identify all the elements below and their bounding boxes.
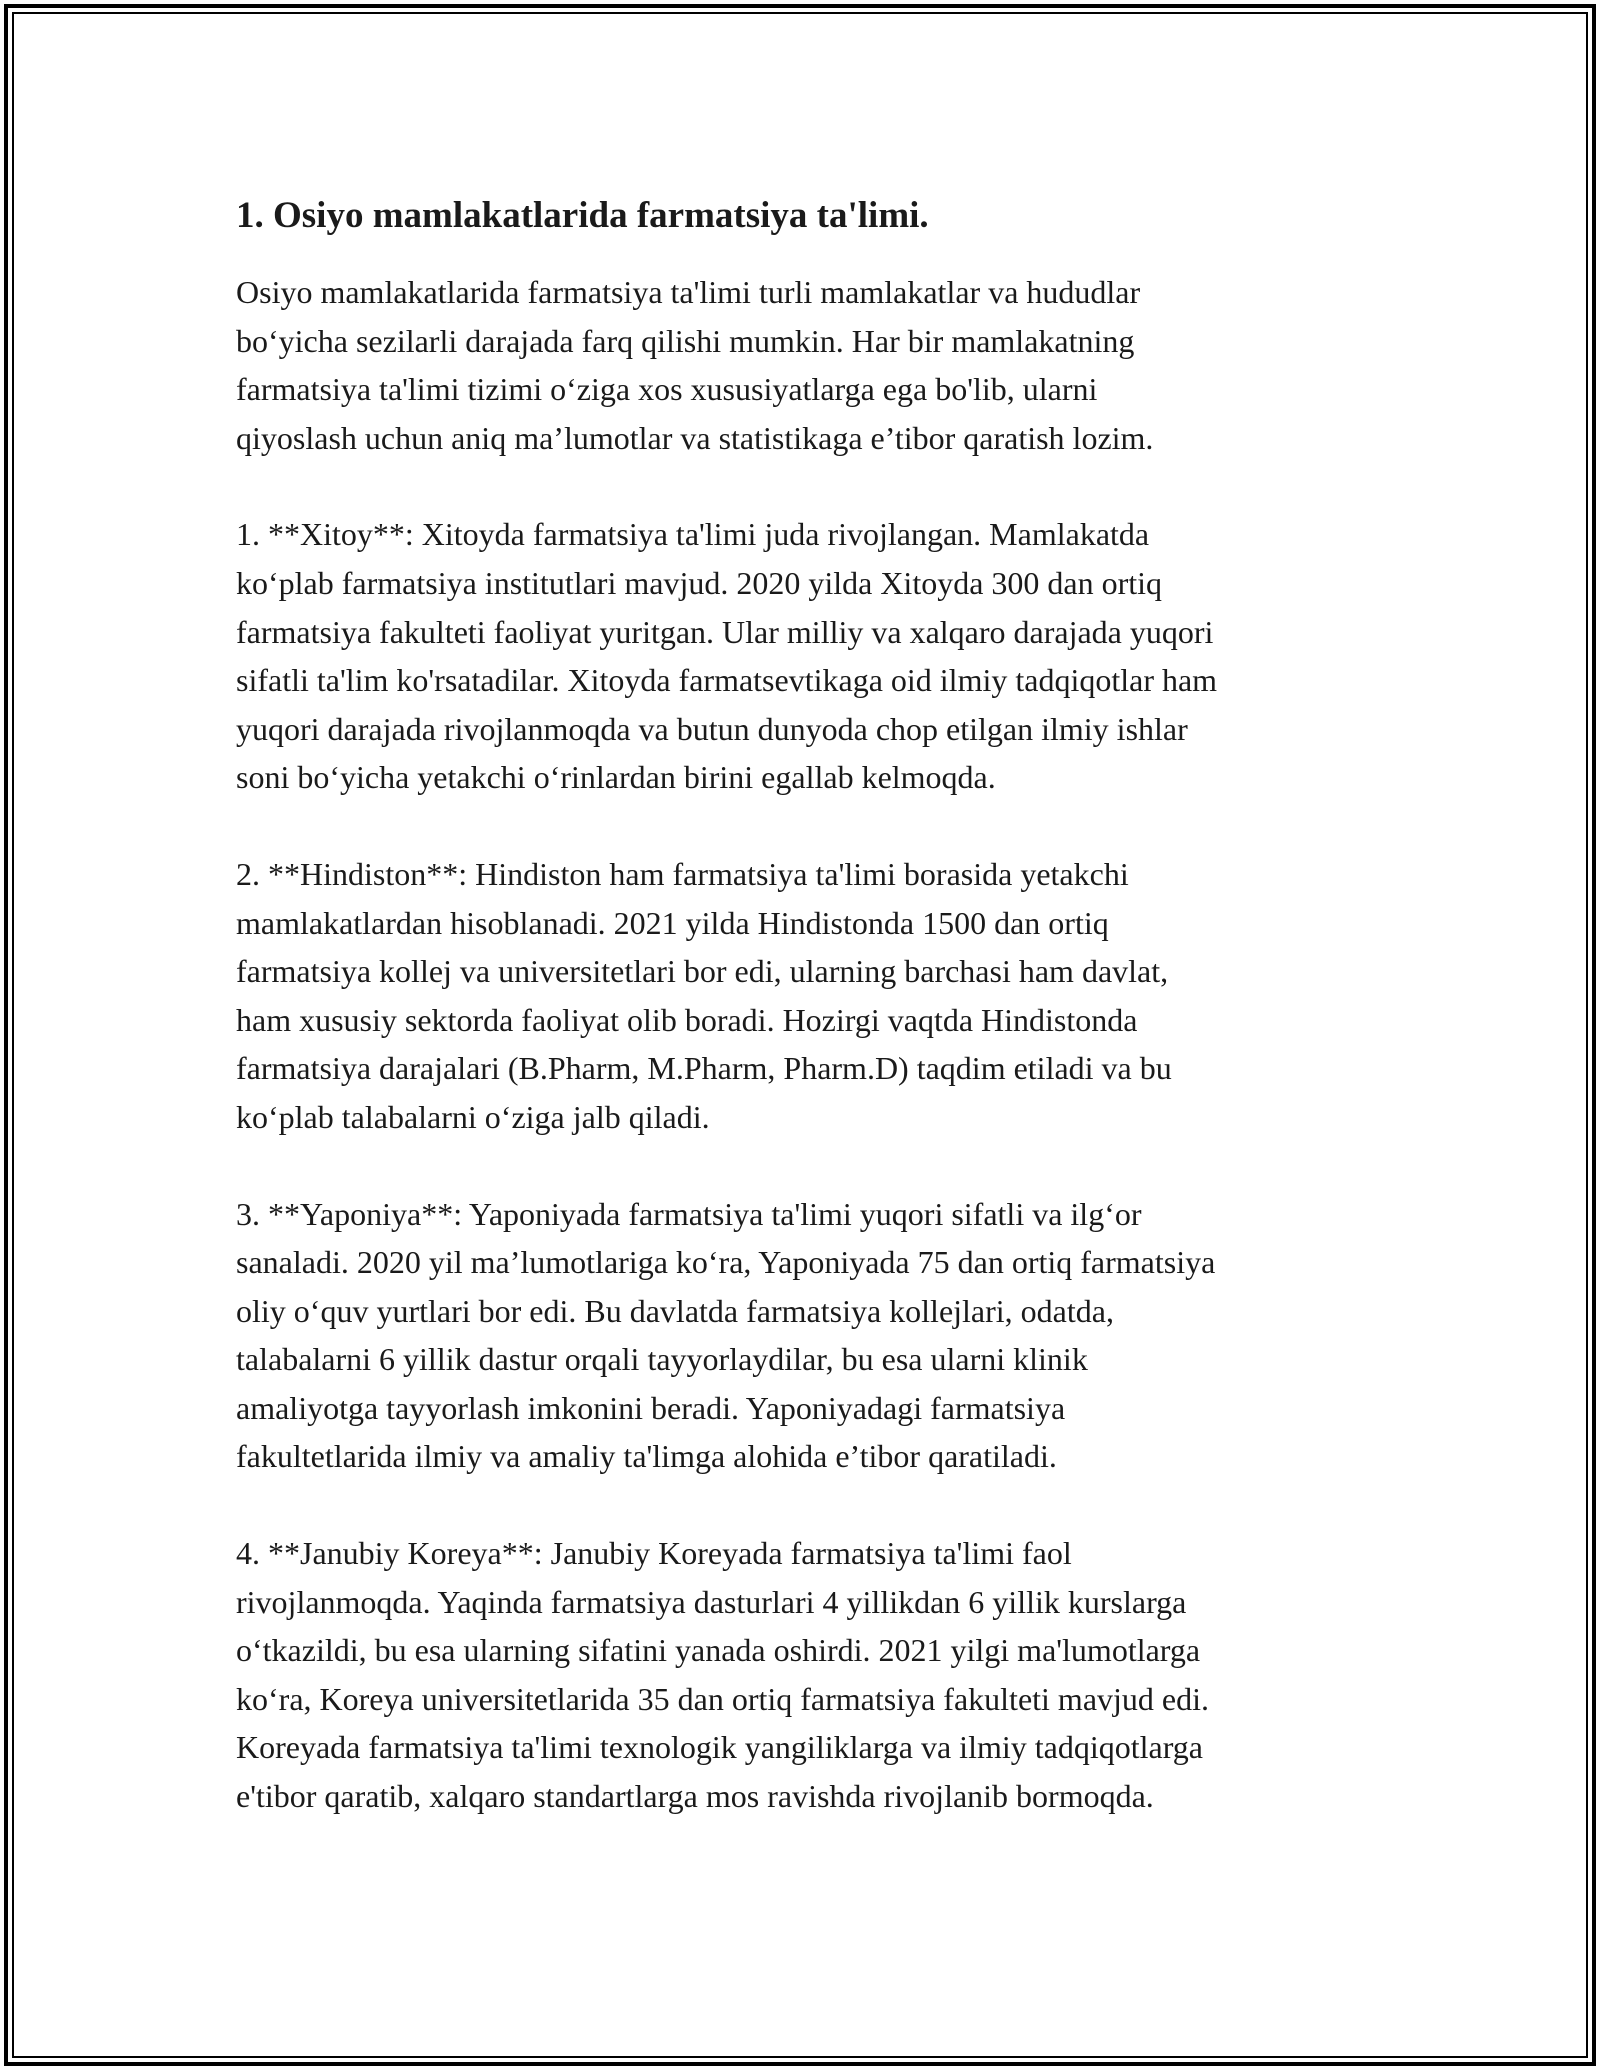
text-line: yuqori darajada rivojlanmoqda va butun dunyoda chop etilgan ilmiy ishlar [236,710,1188,747]
text-line: farmatsiya darajalari (B.Pharm, M.Pharm, Pharm.D) taqdim etiladi va bu [236,1050,1172,1087]
text-line: amaliyotga tayyorlash imkonini beradi. Yaponiyadagi farmatsiya [236,1389,1066,1426]
text-line: soni bo‘yicha yetakchi o‘rinlardan birini egallab kelmoqda. [236,759,996,796]
paragraph-japan [236,1190,1366,1482]
text-line: farmatsiya fakulteti faoliyat yuritgan. Ular milliy va xalqaro darajada yuqori [236,613,1214,650]
text-line: talabalarni 6 yillik dastur orqali tayyorlaydilar, bu esa ularni klinik [236,1341,1088,1378]
paragraph-south-korea [236,1529,1366,1821]
text-line: ko‘ra, Koreya universitetlarida 35 dan ortiq farmatsiya fakulteti mavjud edi. [236,1680,1209,1717]
text-line: 3. **Yaponiya**: Yaponiyada farmatsiya ta'limi yuqori sifatli va ilg‘or [236,1195,1142,1232]
paragraph-intro [236,268,1366,462]
text-line: ham xususiy sektorda faoliyat olib boradi. Hozirgi vaqtda Hindistonda [236,1001,1138,1038]
text-line: qiyoslash uchun aniq ma’lumotlar va statistikaga e’tibor qaratish lozim. [236,419,1154,456]
text-line: Osiyo mamlakatlarida farmatsiya ta'limi turli mamlakatlar va hududlar [236,274,1141,310]
paragraph-india [236,850,1366,1142]
text-line: sifatli ta'lim ko'rsatadilar. Xitoyda farmatsevtikaga oid ilmiy tadqiqotlar ham [236,662,1218,699]
text-line: oliy o‘quv yurtlari bor edi. Bu davlatda farmatsiya kollejlari, odatda, [236,1292,1114,1329]
text-line: sanaladi. 2020 yil ma’lumotlariga ko‘ra, Yaponiyada 75 dan ortiq farmatsiya [236,1244,1216,1281]
text-line: 1. **Xitoy**: Xitoyda farmatsiya ta'limi juda rivojlangan. Mamlakatda [236,516,1150,553]
page-title: 1. Osiyo mamlakatlarida farmatsiya ta'limi. [236,195,929,236]
text-line: 4. **Janubiy Koreya**: Janubiy Koreyada farmatsiya ta'limi faol [236,1535,1072,1572]
text-line: o‘tkazildi, bu esa ularning sifatini yanada oshirdi. 2021 yilgi ma'lumotlarga [236,1632,1201,1669]
text-line: farmatsiya ta'limi tizimi o‘ziga xos xususiyatlarga ega bo'lib, ularni [236,371,1098,408]
text-line: ko‘plab talabalarni o‘ziga jalb qiladi. [236,1098,710,1135]
text-line: farmatsiya kollej va universitetlari bor edi, ularning barchasi ham davlat, [236,953,1169,990]
text-line: ko‘plab farmatsiya institutlari mavjud. 2020 yilda Xitoyda 300 dan ortiq [236,564,1163,601]
text-line: bo‘yicha sezilarli darajada farq qilishi mumkin. Har bir mamlakatning [236,322,1135,359]
text-line: mamlakatlardan hisoblanadi. 2021 yilda Hindistonda 1500 dan ortiq [236,904,1109,941]
text-line: fakultetlarida ilmiy va amaliy ta'limga alohida e’tibor qaratiladi. [236,1438,1057,1475]
text-line: e'tibor qaratib, xalqaro standartlarga mos ravishda rivojlanib bormoqda. [236,1778,1154,1815]
text-line: Koreyada farmatsiya ta'limi texnologik yangiliklarga va ilmiy tadqiqotlarga [236,1729,1203,1766]
document-body [236,186,1366,1869]
paragraph-china [236,510,1366,802]
text-line: 2. **Hindiston**: Hindiston ham farmatsiya ta'limi borasida yetakchi [236,855,1129,892]
text-line: rivojlanmoqda. Yaqinda farmatsiya dasturlari 4 yillikdan 6 yillik kurslarga [236,1583,1187,1620]
